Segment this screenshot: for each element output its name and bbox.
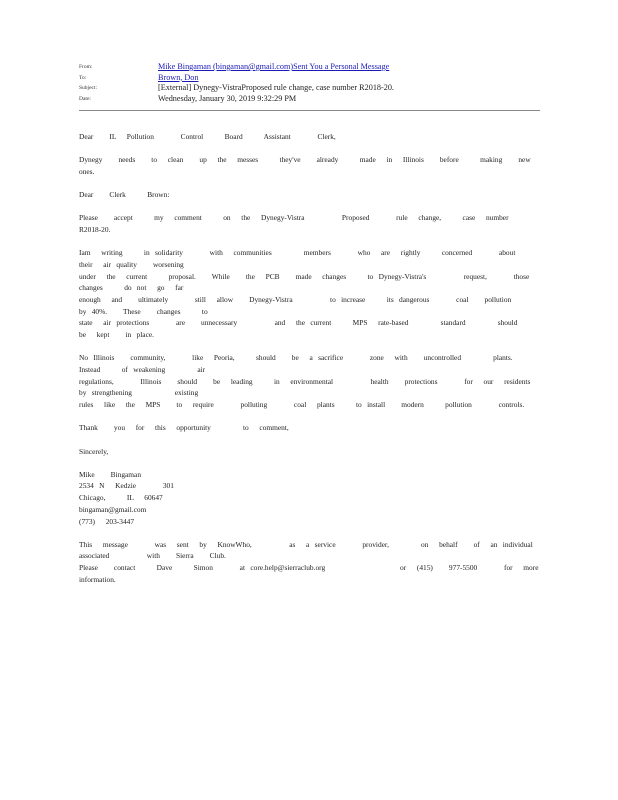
email-body [79,131,560,597]
subject-value: [External] Dynegy-VistraProposed rule change, case number R2018-20. [158,83,394,92]
paragraph-line: state air protections are unnecessary and the current MPS rate-based standard should be kept in place. [79,318,539,340]
subject-row [79,83,539,94]
date-label: Date: [79,95,91,102]
intro-line: Dynegy needs to clean up the messes they've already made in Illinois before making new ones. [79,155,542,176]
thanks-line: Thank you for this opportunity to comment, [79,423,289,433]
paragraph-line: No Illinois community, like Peoria, should be a sacrifice zone with uncontrolled plants. Instead of weakening air [79,353,535,375]
email-header [79,62,539,104]
to-label: To: [79,74,87,81]
paragraph-line: Iam writing in solidarity with communities members who are rightly concerned about their air quality worsening [79,248,532,269]
date-row [79,94,539,105]
closing-line: Sincerely, [79,446,109,456]
footer-line: Please contact Dave Simon at core.help@sierraclub.org or (415) 977-5500 for more information. [79,563,560,584]
date-value: Wednesday, January 30, 2019 9:32:29 PM [158,93,297,103]
paragraph-solidarity [79,247,539,341]
greeting-line: Dear IL Pollution Control Board Assistant Clerk, [79,132,336,141]
signature-name: Mike Bingaman [79,469,142,479]
footer-line: This message was sent by KnowWho, as a service provider, on behalf of an individual associated with Sierra Club. [79,539,560,561]
paragraph-community [79,352,558,411]
from-label: From: [79,64,93,70]
from-value[interactable]: Mike Bingaman (bingaman@gmail.com)Sent You a Personal Message [158,62,390,71]
signature-city: Chicago, IL 60647 [79,493,163,503]
signature-email: bingaman@gmail.com [79,504,147,514]
greeting-line-2: Dear Clerk Brown: [79,190,170,200]
paragraph-line: under the current proposal. While the PCB made changes to Dynegy-Vistra's request, those changes do not go far [79,271,540,293]
from-row [79,62,539,73]
signature-phone: (773) 203-3447 [79,516,135,526]
footer-notice [79,539,560,586]
signature-block [79,469,539,528]
signature-address: 2534 N Kedzie 301 [79,481,174,491]
paragraph-line: regulations, Illinois should be leading in environmental health protections for our residents by strengthening existing [79,376,558,398]
accept-line: Please accept my comment on the Dynegy-Vistra Proposed rule change, case number R2018-20. [79,213,530,235]
header-divider [79,110,540,111]
subject-label: Subject: [79,85,98,91]
paragraph-line: enough and ultimately still allow Dynegy-Vistra to increase its dangerous coal pollution by 40%. These changes to [79,295,533,316]
to-value[interactable]: Brown, Don [158,72,199,82]
to-row [79,73,539,84]
paragraph-line: rules like the MPS to require polluting coal plants to install modern pollution controls. [79,400,525,410]
